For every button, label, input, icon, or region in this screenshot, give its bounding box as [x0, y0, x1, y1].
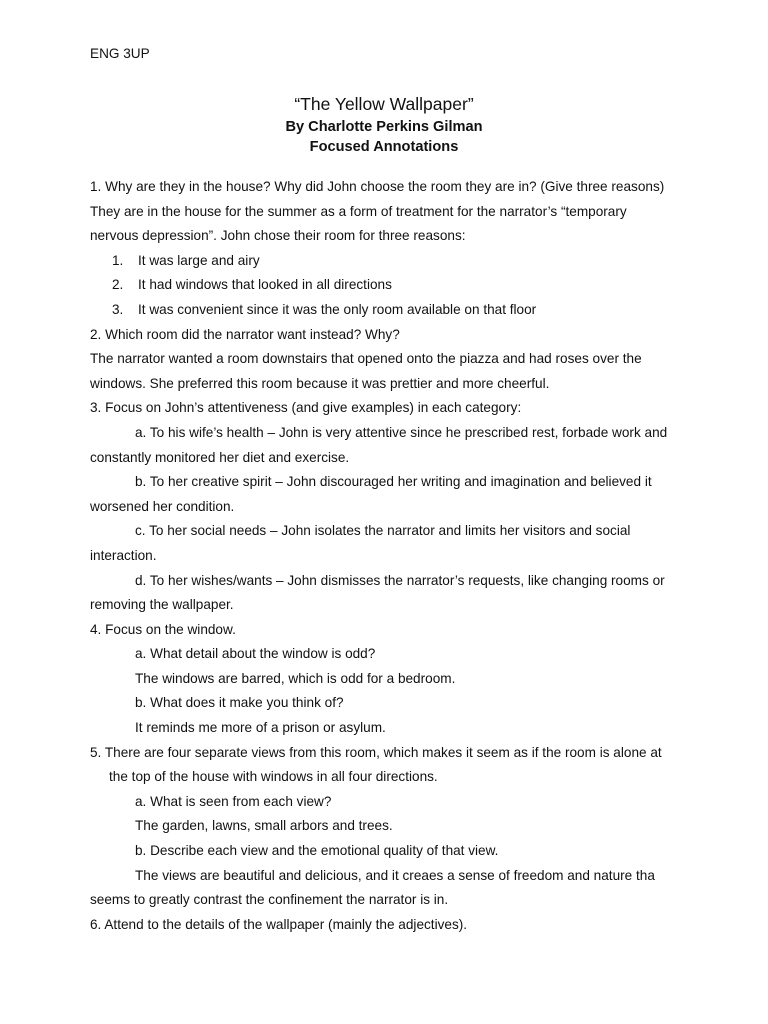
answer-3b-line-2: worsened her condition.	[90, 498, 235, 514]
answer-5b-line-2: seems to greatly contrast the confinement the narrator is in.	[90, 892, 449, 908]
reason-text: It was convenient since it was the only room available on that floor	[138, 301, 537, 317]
reason-number: 1.	[112, 252, 124, 268]
reason-text: It had windows that looked in all directions	[138, 277, 392, 293]
question-3: 3. Focus on John’s attentiveness (and give examples) in each category:	[90, 400, 522, 416]
course-code: ENG 3UP	[90, 46, 150, 61]
answer-3b-line-1: b. To her creative spirit – John discouraged her writing and imagination and believed it	[135, 474, 652, 490]
question-5b: b. Describe each view and the emotional quality of that view.	[135, 843, 499, 859]
question-4a: a. What detail about the window is odd?	[135, 646, 376, 662]
answer-3a-line-2: constantly monitored her diet and exercise.	[90, 449, 350, 465]
question-4: 4. Focus on the window.	[90, 621, 236, 637]
answer-2-line-2: windows. She preferred this room because it was prettier and more cheerful.	[90, 375, 550, 391]
question-4b: b. What does it make you think of?	[135, 695, 344, 711]
answer-3c-line-1: c. To her social needs – John isolates the narrator and limits her visitors and social	[135, 523, 631, 539]
reason-item	[90, 298, 690, 323]
answer-1-line-2: nervous depression”. John chose their room for three reasons:	[90, 228, 466, 244]
document-subtitle: Focused Annotations	[309, 139, 459, 155]
answer-3d-line-2: removing the wallpaper.	[90, 597, 234, 613]
answer-1-line-1: They are in the house for the summer as a form of treatment for the narrator’s “temporary	[90, 203, 627, 219]
answer-3d-line-1: d. To her wishes/wants – John dismisses the narrator’s requests, like changing rooms or	[135, 572, 665, 588]
reason-number: 2.	[112, 277, 124, 293]
document-title: “The Yellow Wallpaper”	[294, 94, 474, 114]
answer-3c-line-2: interaction.	[90, 547, 157, 563]
reason-text: It was large and airy	[138, 252, 260, 268]
question-6: 6. Attend to the details of the wallpaper (mainly the adjectives).	[90, 916, 468, 932]
reason-item	[90, 273, 690, 298]
question-5a: a. What is seen from each view?	[135, 793, 332, 809]
question-2: 2. Which room did the narrator want instead? Why?	[90, 326, 400, 342]
reason-item	[90, 249, 690, 274]
answer-5b-line-1: The views are beautiful and delicious, and it creaes a sense of freedom and nature tha	[135, 867, 655, 883]
document-author: By Charlotte Perkins Gilman	[285, 119, 483, 135]
answer-4b: It reminds me more of a prison or asylum.	[135, 720, 386, 736]
question-5-line-1: 5. There are four separate views from this room, which makes it seem as if the room is alone at	[90, 744, 662, 760]
question-1: 1. Why are they in the house? Why did John choose the room they are in? (Give three reasons)	[90, 179, 665, 194]
question-5-line-2: the top of the house with windows in all four directions.	[109, 769, 438, 785]
answer-2-line-1: The narrator wanted a room downstairs that opened onto the piazza and had roses over the	[90, 351, 642, 367]
document-body	[90, 175, 690, 937]
answer-5a: The garden, lawns, small arbors and trees.	[135, 818, 393, 834]
answer-3a-line-1: a. To his wife’s health – John is very attentive since he prescribed rest, forbade work and	[135, 424, 668, 440]
answer-4a: The windows are barred, which is odd for a bedroom.	[135, 670, 456, 686]
reason-number: 3.	[112, 301, 124, 317]
